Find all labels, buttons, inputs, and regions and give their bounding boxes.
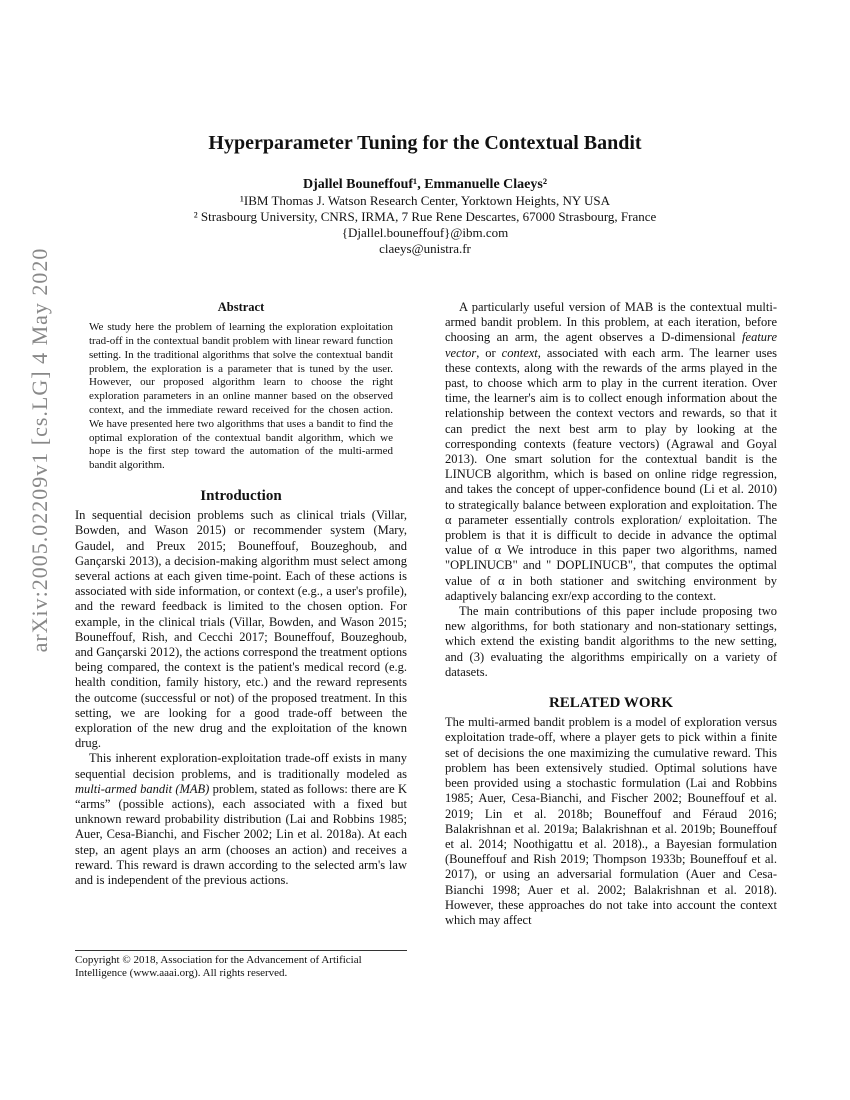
abstract-text: We study here the problem of learning the exploration exploitation trad-off in the contextual bandit problem with linear reward function setting. In the traditional algorithms that solve the contextual bandit problem, the exploration is a parameter that is tuned by the user. However, our proposed algorithm learn to choose the right exploration parameters in an online manner based on the observed context, and the immediate reward received for the chosen action. We have presented here two algorithms that uses a bandit to find the optimal exploration of the contextual bandit algorithm, which we hope is the first step toward the automation of the multi-armed bandit algorithm. [89,321,393,472]
related-work-heading: RELATED WORK [548,695,674,712]
intro-paragraph-1: In sequential decision problems such as clinical trials (Villar, Bowden, and Wason 2015) or recommender system (Mary, Gaudel, and Preux 2015; Bouneffouf, Bouzeghoub, and Gançarski 2013), a decision-making algorithm must select among several actions at each given time-point. Each of these actions is associated with side information, or context (e.g., a user's profile), and the reward feedback is limited to the chosen option. For example, in the clinical trials (Villar, Bowden, and Wason 2015; Bouneffouf, Rish, and Cecchi 2017; Bouneffouf, Bouzeghoub, and Gançarski 2012), the actions correspond the treatment options being compared, the context is the patient's medical record (e.g. health condition, family history, etc.) and the reward represents the outcome (successful or not) of the proposed treatment. In this setting, we are looking for a good trade-off between the exploration of the new drug and the exploitation of the known drug. [75,508,407,751]
right-paragraph-1 [445,300,777,604]
paper-title: Hyperparameter Tuning for the Contextual Bandit [208,132,642,154]
right-p1-part-b: , or [476,345,502,360]
arxiv-id-stamp: arXiv:2005.02209v1 [cs.LG] 4 May 2020 [27,247,52,653]
right-p1-emphasis-1: feature vector [445,330,777,360]
right-paragraph-2: The main contributions of this paper include proposing two new algorithms, for both stationary and non-stationary settings, which extend the existing bandit algorithms to the new setting, and (3) evaluating the algorithms empirically on a variety of datasets. [445,604,777,679]
left-column [75,300,407,888]
author-names: Djallel Bouneffouf¹, Emmanuelle Claeys² [302,177,548,192]
intro-p2-part-a: This inherent exploration-exploitation trade-off exists in many sequential decision problems, and is traditionally modeled as [75,751,407,781]
copyright-notice: Copyright © 2018, Association for the Advancement of Artificial Intelligence (www.aaai.org). All rights reserved. [75,950,407,980]
introduction-heading: Introduction [200,487,282,504]
intro-paragraph-2 [75,751,407,888]
right-p1-part-c: , associated with each arm. The learner uses these contexts, along with the rewards of the arms played in the past, to choose which arm to play in the current iteration. Over time, the learner's aim is to collect enough information about the relationship between the context vectors and rewards, so that it can predict the next best arm to play by looking at the corresponding contexts (feature vectors) (Agrawal and Goyal 2013). One smart solution for the contextual bandit is the LINUCB algorithm, which is based on online ridge regression, and takes the concept of upper-confidence bound (Li et al. 2010) to strategically balance between exploration and exploitation. The α parameter essentially controls exploration/ exploitation. The problem is that it is difficult to decide in advance the optimal value of α We introduce in this paper two algorithms, named "OPLINUCB" and " DOPLINUCB", that computes the optimal value of α in both stationer and switching environment by adaptively balancing exr/exp according to the context. [445,345,777,603]
affiliation-1: ¹IBM Thomas J. Watson Research Center, Yorktown Heights, NY USA [239,193,611,208]
email-1: {Djallel.bouneffouf}@ibm.com [341,225,509,240]
related-work-paragraph: The multi-armed bandit problem is a model of exploration versus exploitation trade-off, where a player gets to pick within a finite set of decisions the one maximizing the cumulative reward. This problem has been extensively studied. Optimal solutions have been provided using a stochastic formulation (Lai and Robbins 1985; Auer, Cesa-Bianchi, and Fischer 2002; Bouneffouf et al. 2019; Lin et al. 2018b; Bouneffouf and Féraud 2016; Balakrishnan et al. 2019a; Balakrishnan et al. 2019b; Bouneffouf et al. 2014; Noothigattu et al. 2018)., a Bayesian formulation (Bouneffouf and Rish 2019; Thompson 1933b; Bouneffouf et al. 2017), or using an adversarial formulation (Auer and Cesa-Bianchi 1998; Auer et al. 2002; Balakrishnan et al. 2018). However, these approaches do not take into account the context which may affect [445,715,777,927]
author-block [0,177,850,257]
email-2: claeys@unistra.fr [379,241,471,256]
intro-p2-emphasis: multi-armed bandit (MAB) [75,781,210,796]
right-p1-part-a: A particularly useful version of MAB is the contextual multi-armed bandit problem. In this problem, at each iteration, before choosing an arm, the agent observes a D-dimensional [445,300,777,345]
right-p1-emphasis-2: context [501,345,538,360]
right-column [445,300,777,928]
intro-p2-part-b: problem, stated as follows: there are K “arms” (possible actions), each associated with a fixed but unknown reward probability distribution (Lai and Robbins 1985; Auer, Cesa-Bianchi, and Fischer 2002; Lin et al. 2018a). At each step, an agent plays an arm (chooses an action) and receives a reward. This reward is drawn according to the selected arm's law and is independent of the previous actions. [75,781,407,888]
affiliation-2: ² Strasbourg University, CNRS, IRMA, 7 Rue Rene Descartes, 67000 Strasbourg, France [193,209,657,224]
abstract-heading: Abstract [217,300,265,314]
